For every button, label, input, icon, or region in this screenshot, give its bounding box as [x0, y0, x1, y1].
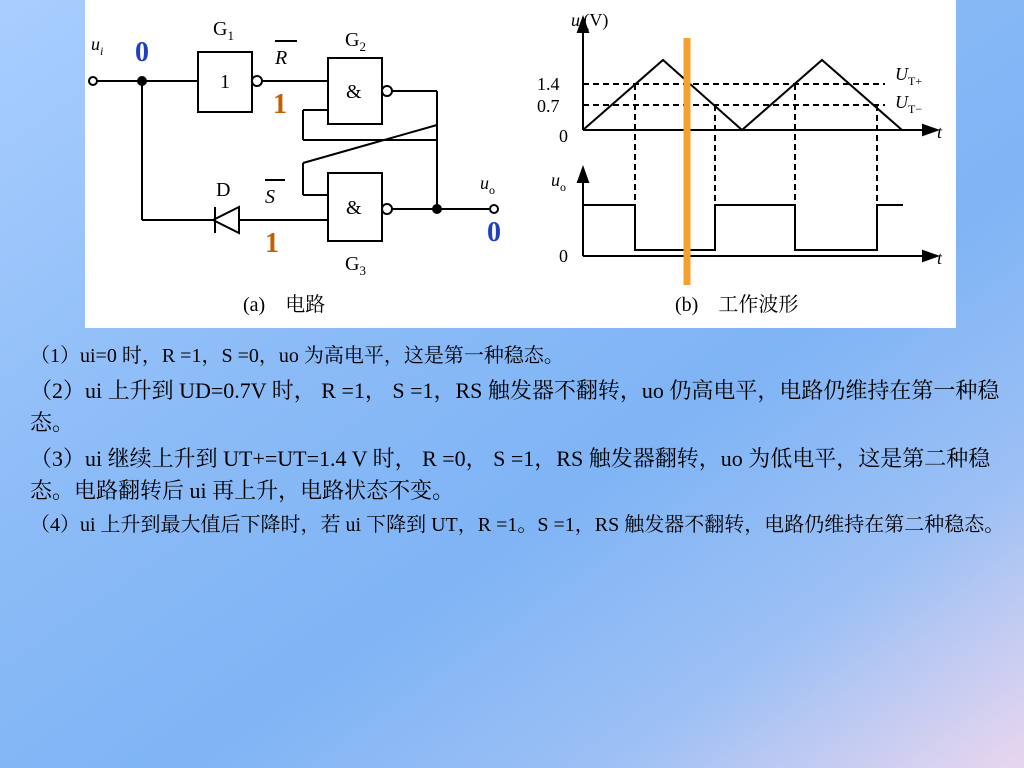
ut-plus-label: $U_{T+}$	[895, 64, 923, 88]
r-bar-label: R	[275, 47, 288, 69]
tick-0-7: 0.7	[537, 96, 560, 116]
uo-terminal	[490, 205, 498, 213]
ui-label: $u_i$	[91, 34, 104, 58]
g2-label: $G_2$	[345, 29, 366, 54]
g1-inversion-bubble	[252, 76, 262, 86]
uo-axis-label: $u_o$	[551, 170, 566, 194]
waveform-diagram	[578, 18, 937, 261]
g1-label: $G_1$	[213, 18, 234, 43]
waveform-labels	[537, 10, 943, 316]
diode-d	[213, 207, 239, 233]
t-label-bottom: t	[937, 248, 943, 268]
ui-x-arrow	[923, 125, 937, 135]
ui-terminal	[89, 77, 97, 85]
g2-symbol: &	[346, 81, 362, 103]
circuit-diagram	[89, 52, 498, 241]
figure-panel	[85, 0, 956, 328]
step-1: （1）ui=0 时，R =1，S =0，uo 为高电平，这是第一种稳态。	[30, 345, 564, 367]
tick-0-bottom: 0	[559, 246, 568, 266]
state-ui: 0	[135, 37, 149, 68]
g2-inversion-bubble	[382, 86, 392, 96]
state-s: 1	[265, 228, 279, 259]
s-bar-label: S	[265, 186, 275, 208]
figure-svg	[85, 0, 956, 328]
circuit-caption: (a) 电路	[243, 294, 326, 316]
uo-x-arrow	[923, 251, 937, 261]
g3-inversion-bubble	[382, 204, 392, 214]
diode-label: D	[216, 179, 231, 201]
circuit-labels	[91, 18, 501, 316]
uo-square-wave	[583, 205, 903, 250]
state-uo: 0	[487, 217, 501, 248]
uo-y-arrow	[578, 168, 588, 182]
ut-minus-label: $U_{T-}$	[895, 92, 923, 116]
ui-axis-label: $u_i(V)$	[571, 10, 609, 34]
waveform-caption: (b) 工作波形	[675, 294, 799, 316]
step-2: （2）ui 上升到 UD=0.7V 时， R =1， S =1，RS 触发器不翻转，uo 仍高电平，电路仍维持在第一种稳态。	[30, 378, 1000, 435]
tick-1-4: 1.4	[537, 74, 560, 94]
step-4: （4）ui 上升到最大值后下降时，若 ui 下降到 UT，R =1。S =1，RS 触发器不翻转，电路仍维持在第二种稳态。	[30, 513, 1005, 536]
t-label-top: t	[937, 122, 943, 142]
step-3: （3）ui 继续上升到 UT+=UT=1.4 V 时， R =0， S =1，RS 触发器翻转，uo 为低电平，这是第二种稳态。电路翻转后 ui 再上升，电路状态不变。	[30, 445, 991, 503]
state-r: 1	[273, 89, 287, 120]
output-junction	[433, 205, 441, 213]
tick-0-top: 0	[559, 126, 568, 146]
explanation-text	[30, 342, 1005, 544]
g3-symbol: &	[346, 197, 362, 219]
g1-symbol: 1	[220, 71, 230, 93]
uo-label: $u_o$	[480, 173, 495, 197]
ui-triangle-wave	[583, 60, 902, 130]
g3-label: $G_3$	[345, 253, 366, 278]
